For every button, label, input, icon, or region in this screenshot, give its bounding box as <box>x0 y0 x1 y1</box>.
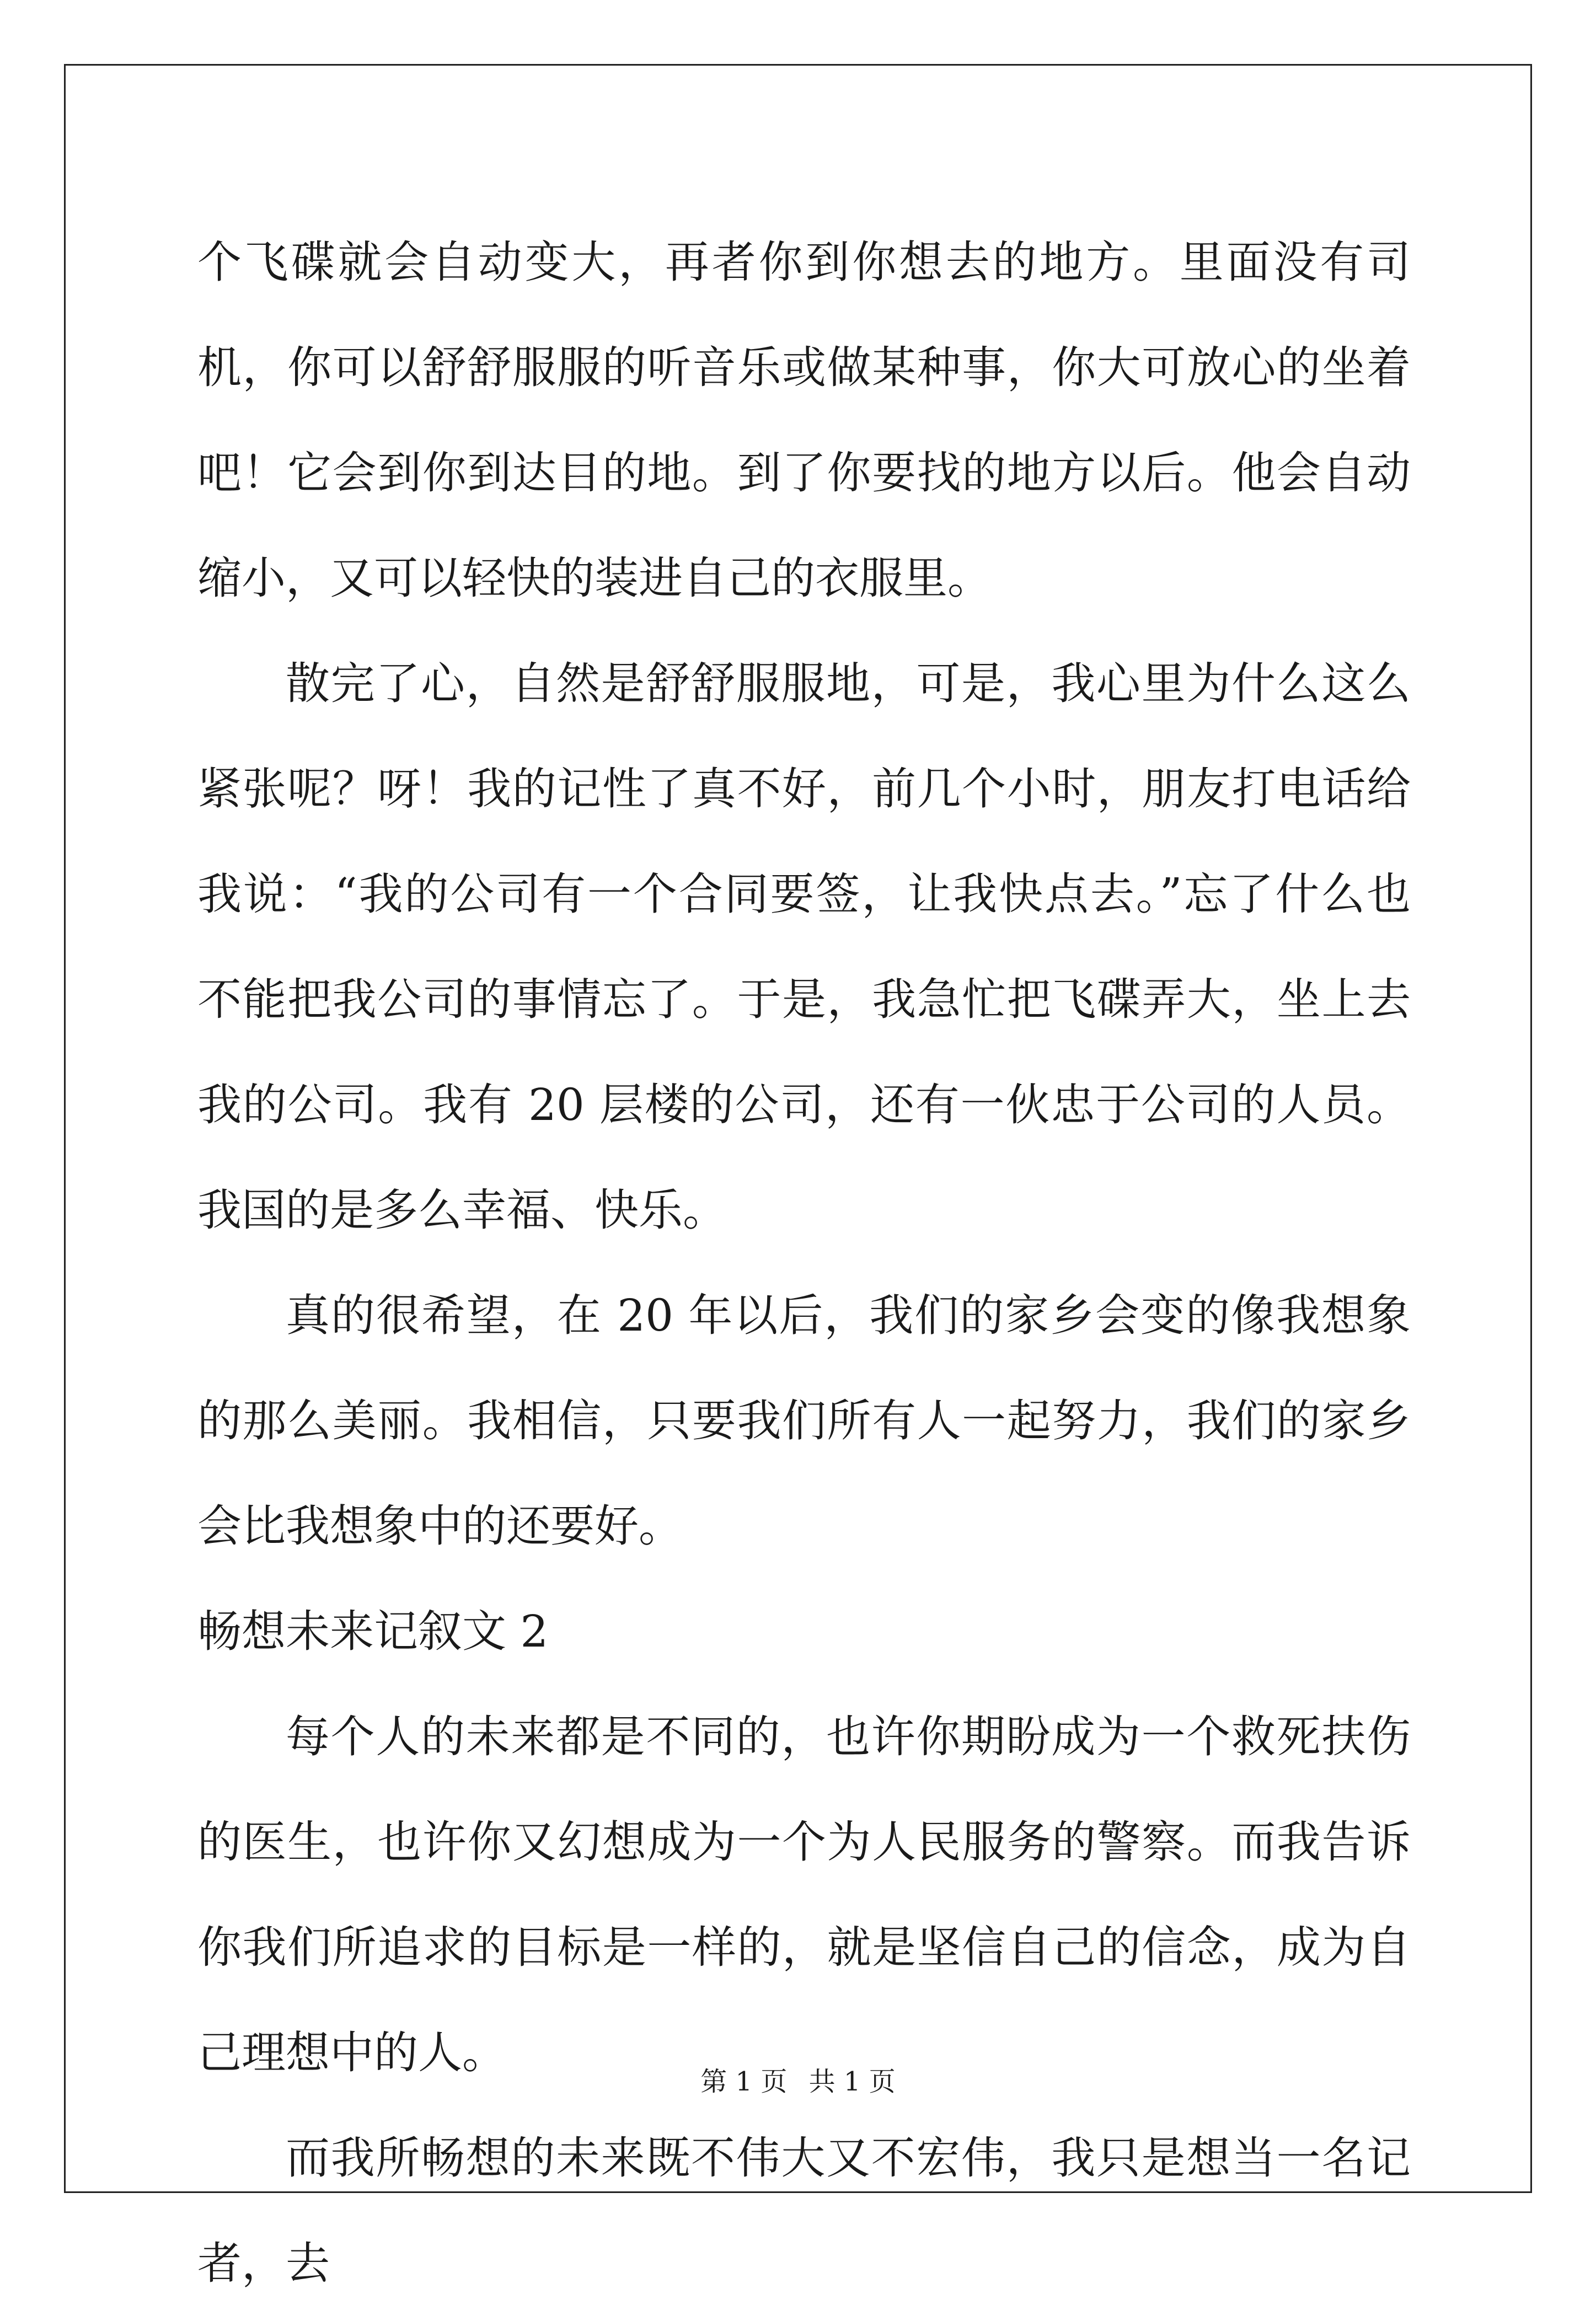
paragraph-2: 散完了心，自然是舒舒服服地，可是，我心里为什么这么紧张呢？呀！我的记性了真不好，前几个小时，朋友打电话给我说：“我的公司有一个合同要签，让我快点去。”忘了什么也不能把我公司的事情忘了。于是，我急忙把飞碟弄大，坐上去我的公司。我有 20 层楼的公司，还有一伙忠于公司的人员。我国的是多么幸福、快乐。 <box>197 658 1411 1236</box>
document-body <box>197 210 1411 2316</box>
paragraph-3: 真的很希望，在 20 年以后，我们的家乡会变的像我想象的那么美丽。我相信，只要我们所有人一起努力，我们的家乡会比我想象中的还要好。 <box>197 1290 1411 1552</box>
paragraph-1: 个飞碟就会自动变大，再者你到你想去的地方。里面没有司机，你可以舒舒服服的听音乐或做某种事，你大可放心的坐着吧！它会到你到达目的地。到了你要找的地方以后。他会自动缩小，又可以轻快的装进自己的衣服里。 <box>197 237 1411 604</box>
section-heading: 畅想未来记叙文 2 <box>197 1606 549 1657</box>
paragraph-5: 而我所畅想的未来既不伟大又不宏伟，我只是想当一名记者，去 <box>197 2132 1411 2289</box>
page-footer <box>0 2065 1596 2098</box>
page-total: 共 1 页 <box>808 2066 896 2097</box>
page-number: 第 1 页 <box>700 2066 788 2097</box>
paragraph-4: 每个人的未来都是不同的，也许你期盼成为一个救死扶伤的医生，也许你又幻想成为一个为人民服务的警察。而我告诉你我们所追求的目标是一样的，就是坚信自己的信念，成为自己理想中的人。 <box>197 1711 1411 2078</box>
